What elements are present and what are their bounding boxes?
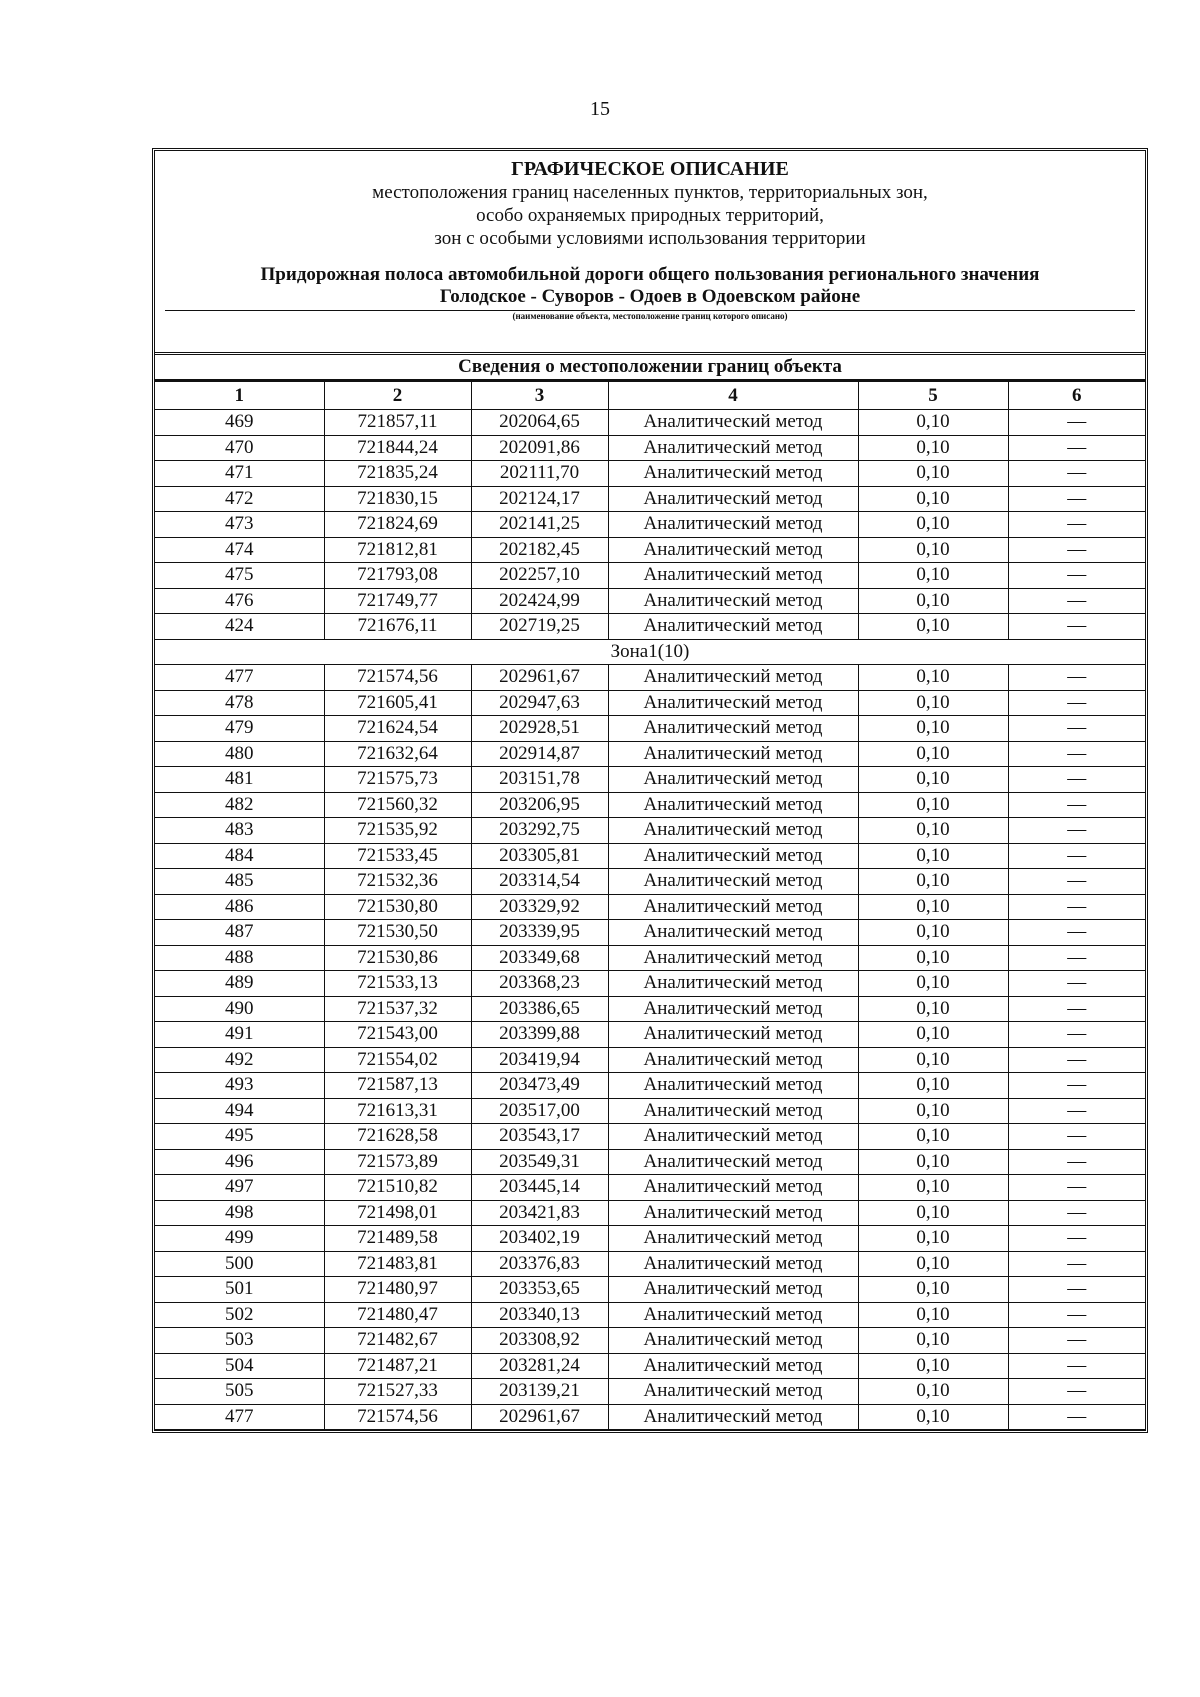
- zone-row: [155, 639, 1145, 665]
- table-row: [155, 818, 1145, 844]
- point-number-cell: 505: [155, 1379, 324, 1405]
- table-row: [155, 1404, 1145, 1430]
- column-header: 5: [858, 382, 1008, 410]
- coord-x-cell: 721613,31: [324, 1098, 471, 1124]
- accuracy-cell: 0,10: [858, 1277, 1008, 1303]
- method-cell: Аналитический метод: [608, 1404, 858, 1430]
- point-number-cell: 491: [155, 1022, 324, 1048]
- point-number-cell: 496: [155, 1149, 324, 1175]
- method-cell: Аналитический метод: [608, 1277, 858, 1303]
- description-cell: —: [1008, 486, 1145, 512]
- coord-x-cell: 721543,00: [324, 1022, 471, 1048]
- method-cell: Аналитический метод: [608, 869, 858, 895]
- point-number-cell: 480: [155, 741, 324, 767]
- table-row: [155, 741, 1145, 767]
- coord-x-cell: 721480,47: [324, 1302, 471, 1328]
- point-number-cell: 486: [155, 894, 324, 920]
- accuracy-cell: 0,10: [858, 1302, 1008, 1328]
- coord-x-cell: 721498,01: [324, 1200, 471, 1226]
- method-cell: Аналитический метод: [608, 945, 858, 971]
- point-number-cell: 503: [155, 1328, 324, 1354]
- coord-y-cell: 202257,10: [471, 563, 608, 589]
- description-cell: —: [1008, 945, 1145, 971]
- coord-x-cell: 721535,92: [324, 818, 471, 844]
- coord-y-cell: 203340,13: [471, 1302, 608, 1328]
- point-number-cell: 472: [155, 486, 324, 512]
- method-cell: Аналитический метод: [608, 1302, 858, 1328]
- method-cell: Аналитический метод: [608, 614, 858, 640]
- description-cell: —: [1008, 818, 1145, 844]
- method-cell: Аналитический метод: [608, 1175, 858, 1201]
- method-cell: Аналитический метод: [608, 1073, 858, 1099]
- accuracy-cell: 0,10: [858, 1022, 1008, 1048]
- coord-x-cell: 721830,15: [324, 486, 471, 512]
- coord-y-cell: 202141,25: [471, 512, 608, 538]
- table-row: [155, 1149, 1145, 1175]
- coord-x-cell: 721487,21: [324, 1353, 471, 1379]
- table-row: [155, 563, 1145, 589]
- coord-x-cell: 721574,56: [324, 1404, 471, 1430]
- coord-y-cell: 203308,92: [471, 1328, 608, 1354]
- method-cell: Аналитический метод: [608, 563, 858, 589]
- description-cell: —: [1008, 537, 1145, 563]
- table-row: [155, 1124, 1145, 1150]
- accuracy-cell: 0,10: [858, 1200, 1008, 1226]
- point-number-cell: 502: [155, 1302, 324, 1328]
- column-header: 3: [471, 382, 608, 410]
- table-row: [155, 665, 1145, 691]
- method-cell: Аналитический метод: [608, 1047, 858, 1073]
- coord-x-cell: 721835,24: [324, 461, 471, 487]
- method-cell: Аналитический метод: [608, 894, 858, 920]
- method-cell: Аналитический метод: [608, 486, 858, 512]
- coord-x-cell: 721532,36: [324, 869, 471, 895]
- coord-y-cell: 203368,23: [471, 971, 608, 997]
- accuracy-cell: 0,10: [858, 945, 1008, 971]
- coord-y-cell: 203421,83: [471, 1200, 608, 1226]
- coord-x-cell: 721533,45: [324, 843, 471, 869]
- description-cell: —: [1008, 563, 1145, 589]
- method-cell: Аналитический метод: [608, 741, 858, 767]
- table-row: [155, 1175, 1145, 1201]
- description-cell: —: [1008, 1098, 1145, 1124]
- coord-y-cell: 202928,51: [471, 716, 608, 742]
- accuracy-cell: 0,10: [858, 486, 1008, 512]
- coord-y-cell: 203353,65: [471, 1277, 608, 1303]
- method-cell: Аналитический метод: [608, 716, 858, 742]
- coord-x-cell: 721605,41: [324, 690, 471, 716]
- table-row: [155, 1379, 1145, 1405]
- description-cell: —: [1008, 588, 1145, 614]
- accuracy-cell: 0,10: [858, 665, 1008, 691]
- table-row: [155, 894, 1145, 920]
- coord-x-cell: 721587,13: [324, 1073, 471, 1099]
- coord-x-cell: 721574,56: [324, 665, 471, 691]
- method-cell: Аналитический метод: [608, 435, 858, 461]
- accuracy-cell: 0,10: [858, 1379, 1008, 1405]
- accuracy-cell: 0,10: [858, 563, 1008, 589]
- method-cell: Аналитический метод: [608, 843, 858, 869]
- description-cell: —: [1008, 435, 1145, 461]
- table-row: [155, 869, 1145, 895]
- accuracy-cell: 0,10: [858, 894, 1008, 920]
- coord-y-cell: 203419,94: [471, 1047, 608, 1073]
- coord-x-cell: 721527,33: [324, 1379, 471, 1405]
- point-number-cell: 479: [155, 716, 324, 742]
- coord-x-cell: 721812,81: [324, 537, 471, 563]
- coord-y-cell: 203305,81: [471, 843, 608, 869]
- coord-x-cell: 721482,67: [324, 1328, 471, 1354]
- description-cell: —: [1008, 716, 1145, 742]
- method-cell: Аналитический метод: [608, 1353, 858, 1379]
- accuracy-cell: 0,10: [858, 410, 1008, 436]
- subtitle-line-1: местоположения границ населенных пунктов, территориальных зон,: [372, 182, 928, 203]
- coord-y-cell: 202182,45: [471, 537, 608, 563]
- accuracy-cell: 0,10: [858, 1251, 1008, 1277]
- method-cell: Аналитический метод: [608, 461, 858, 487]
- coord-x-cell: 721844,24: [324, 435, 471, 461]
- coord-y-cell: 203281,24: [471, 1353, 608, 1379]
- point-number-cell: 424: [155, 614, 324, 640]
- rows-after-zone: [155, 665, 1145, 1430]
- description-cell: —: [1008, 1226, 1145, 1252]
- table-row: [155, 537, 1145, 563]
- accuracy-cell: 0,10: [858, 690, 1008, 716]
- method-cell: Аналитический метод: [608, 690, 858, 716]
- coord-y-cell: 203314,54: [471, 869, 608, 895]
- description-cell: —: [1008, 690, 1145, 716]
- table-row: [155, 843, 1145, 869]
- table-row: [155, 1022, 1145, 1048]
- method-cell: Аналитический метод: [608, 665, 858, 691]
- description-cell: —: [1008, 1251, 1145, 1277]
- point-number-cell: 476: [155, 588, 324, 614]
- table-row: [155, 1353, 1145, 1379]
- description-cell: —: [1008, 996, 1145, 1022]
- table-row: [155, 461, 1145, 487]
- document-frame: [152, 148, 1148, 1433]
- method-cell: Аналитический метод: [608, 767, 858, 793]
- accuracy-cell: 0,10: [858, 818, 1008, 844]
- point-number-cell: 481: [155, 767, 324, 793]
- accuracy-cell: 0,10: [858, 588, 1008, 614]
- coord-y-cell: 202961,67: [471, 665, 608, 691]
- method-cell: Аналитический метод: [608, 1022, 858, 1048]
- table-row: [155, 1277, 1145, 1303]
- point-number-cell: 475: [155, 563, 324, 589]
- coord-y-cell: 203445,14: [471, 1175, 608, 1201]
- description-cell: —: [1008, 843, 1145, 869]
- coord-x-cell: 721510,82: [324, 1175, 471, 1201]
- point-number-cell: 497: [155, 1175, 324, 1201]
- table-row: [155, 614, 1145, 640]
- description-cell: —: [1008, 1175, 1145, 1201]
- accuracy-cell: 0,10: [858, 1047, 1008, 1073]
- description-cell: —: [1008, 971, 1145, 997]
- accuracy-cell: 0,10: [858, 512, 1008, 538]
- table-row: [155, 1200, 1145, 1226]
- accuracy-cell: 0,10: [858, 1226, 1008, 1252]
- coord-y-cell: 202961,67: [471, 1404, 608, 1430]
- accuracy-cell: 0,10: [858, 741, 1008, 767]
- method-cell: Аналитический метод: [608, 1149, 858, 1175]
- description-cell: —: [1008, 1022, 1145, 1048]
- description-cell: —: [1008, 1379, 1145, 1405]
- point-number-cell: 494: [155, 1098, 324, 1124]
- description-cell: —: [1008, 665, 1145, 691]
- accuracy-cell: 0,10: [858, 1124, 1008, 1150]
- page-number: 15: [590, 98, 610, 120]
- coord-y-cell: 203386,65: [471, 996, 608, 1022]
- description-cell: —: [1008, 1047, 1145, 1073]
- point-number-cell: 504: [155, 1353, 324, 1379]
- coord-x-cell: 721628,58: [324, 1124, 471, 1150]
- method-cell: Аналитический метод: [608, 512, 858, 538]
- description-cell: —: [1008, 1124, 1145, 1150]
- coord-y-cell: 202947,63: [471, 690, 608, 716]
- accuracy-cell: 0,10: [858, 537, 1008, 563]
- table-row: [155, 792, 1145, 818]
- point-number-cell: 495: [155, 1124, 324, 1150]
- table-row: [155, 1073, 1145, 1099]
- point-number-cell: 474: [155, 537, 324, 563]
- coord-x-cell: 721530,80: [324, 894, 471, 920]
- method-cell: Аналитический метод: [608, 1251, 858, 1277]
- coord-x-cell: 721560,32: [324, 792, 471, 818]
- accuracy-cell: 0,10: [858, 1353, 1008, 1379]
- accuracy-cell: 0,10: [858, 920, 1008, 946]
- section-title: Сведения о местоположении границ объекта: [155, 355, 1145, 381]
- accuracy-cell: 0,10: [858, 1404, 1008, 1430]
- description-cell: —: [1008, 894, 1145, 920]
- table-row: [155, 435, 1145, 461]
- coord-y-cell: 202111,70: [471, 461, 608, 487]
- accuracy-cell: 0,10: [858, 843, 1008, 869]
- description-cell: —: [1008, 767, 1145, 793]
- document-header: [155, 151, 1145, 355]
- table-row: [155, 486, 1145, 512]
- coord-y-cell: 203543,17: [471, 1124, 608, 1150]
- accuracy-cell: 0,10: [858, 767, 1008, 793]
- accuracy-cell: 0,10: [858, 996, 1008, 1022]
- description-cell: —: [1008, 1328, 1145, 1354]
- point-number-cell: 501: [155, 1277, 324, 1303]
- coord-x-cell: 721857,11: [324, 410, 471, 436]
- column-header: 4: [608, 382, 858, 410]
- accuracy-cell: 0,10: [858, 1149, 1008, 1175]
- coordinates-table: [155, 381, 1145, 1430]
- point-number-cell: 484: [155, 843, 324, 869]
- point-number-cell: 490: [155, 996, 324, 1022]
- description-cell: —: [1008, 1277, 1145, 1303]
- description-cell: —: [1008, 1302, 1145, 1328]
- coord-y-cell: 203206,95: [471, 792, 608, 818]
- description-cell: —: [1008, 1149, 1145, 1175]
- method-cell: Аналитический метод: [608, 818, 858, 844]
- point-number-cell: 477: [155, 1404, 324, 1430]
- description-cell: —: [1008, 614, 1145, 640]
- table-row: [155, 996, 1145, 1022]
- object-name-line-1: Придорожная полоса автомобильной дороги общего пользования регионального значения: [260, 264, 1040, 285]
- description-cell: —: [1008, 461, 1145, 487]
- table-row: [155, 1098, 1145, 1124]
- point-number-cell: 469: [155, 410, 324, 436]
- method-cell: Аналитический метод: [608, 996, 858, 1022]
- coord-y-cell: 203376,83: [471, 1251, 608, 1277]
- coord-x-cell: 721749,77: [324, 588, 471, 614]
- table-row: [155, 945, 1145, 971]
- description-cell: —: [1008, 741, 1145, 767]
- point-number-cell: 488: [155, 945, 324, 971]
- description-cell: —: [1008, 1404, 1145, 1430]
- description-cell: —: [1008, 920, 1145, 946]
- point-number-cell: 493: [155, 1073, 324, 1099]
- method-cell: Аналитический метод: [608, 537, 858, 563]
- table-row: [155, 1302, 1145, 1328]
- table-row: [155, 920, 1145, 946]
- coord-x-cell: 721824,69: [324, 512, 471, 538]
- description-cell: —: [1008, 1073, 1145, 1099]
- coord-x-cell: 721537,32: [324, 996, 471, 1022]
- point-number-cell: 492: [155, 1047, 324, 1073]
- accuracy-cell: 0,10: [858, 716, 1008, 742]
- coord-y-cell: 203292,75: [471, 818, 608, 844]
- table-row: [155, 716, 1145, 742]
- coord-y-cell: 203517,00: [471, 1098, 608, 1124]
- zone-label: Зона1(10): [155, 639, 1145, 665]
- accuracy-cell: 0,10: [858, 614, 1008, 640]
- coord-x-cell: 721530,86: [324, 945, 471, 971]
- method-cell: Аналитический метод: [608, 410, 858, 436]
- point-number-cell: 500: [155, 1251, 324, 1277]
- coord-y-cell: 203151,78: [471, 767, 608, 793]
- column-header: 6: [1008, 382, 1145, 410]
- table-row: [155, 690, 1145, 716]
- method-cell: Аналитический метод: [608, 1098, 858, 1124]
- point-number-cell: 470: [155, 435, 324, 461]
- accuracy-cell: 0,10: [858, 1328, 1008, 1354]
- subtitle-line-3: зон с особыми условиями использования территории: [434, 228, 866, 249]
- point-number-cell: 487: [155, 920, 324, 946]
- rows-before-zone: [155, 410, 1145, 640]
- point-number-cell: 489: [155, 971, 324, 997]
- coord-y-cell: 202424,99: [471, 588, 608, 614]
- object-name-line-2: Голодское - Суворов - Одоев в Одоевском районе: [439, 286, 861, 307]
- description-cell: —: [1008, 869, 1145, 895]
- coord-x-cell: 721793,08: [324, 563, 471, 589]
- description-cell: —: [1008, 410, 1145, 436]
- method-cell: Аналитический метод: [608, 920, 858, 946]
- table-row: [155, 1226, 1145, 1252]
- method-cell: Аналитический метод: [608, 792, 858, 818]
- accuracy-cell: 0,10: [858, 1175, 1008, 1201]
- table-row: [155, 767, 1145, 793]
- point-number-cell: 485: [155, 869, 324, 895]
- accuracy-cell: 0,10: [858, 1098, 1008, 1124]
- coord-y-cell: 203399,88: [471, 1022, 608, 1048]
- coord-y-cell: 203473,49: [471, 1073, 608, 1099]
- point-number-cell: 478: [155, 690, 324, 716]
- method-cell: Аналитический метод: [608, 1328, 858, 1354]
- coord-y-cell: 202719,25: [471, 614, 608, 640]
- table-row: [155, 588, 1145, 614]
- coord-y-cell: 203339,95: [471, 920, 608, 946]
- description-cell: —: [1008, 1353, 1145, 1379]
- coord-y-cell: 202091,86: [471, 435, 608, 461]
- coord-y-cell: 203329,92: [471, 894, 608, 920]
- accuracy-cell: 0,10: [858, 869, 1008, 895]
- coord-x-cell: 721530,50: [324, 920, 471, 946]
- method-cell: Аналитический метод: [608, 1124, 858, 1150]
- coord-y-cell: 203549,31: [471, 1149, 608, 1175]
- coord-x-cell: 721632,64: [324, 741, 471, 767]
- coord-y-cell: 203349,68: [471, 945, 608, 971]
- coord-y-cell: 202064,65: [471, 410, 608, 436]
- point-number-cell: 499: [155, 1226, 324, 1252]
- zone-section: [155, 639, 1145, 665]
- table-row: [155, 971, 1145, 997]
- coord-x-cell: 721554,02: [324, 1047, 471, 1073]
- point-number-cell: 483: [155, 818, 324, 844]
- coord-y-cell: 202914,87: [471, 741, 608, 767]
- coord-x-cell: 721489,58: [324, 1226, 471, 1252]
- object-caption: (наименование объекта, местоположение границ которого описано): [512, 311, 788, 321]
- method-cell: Аналитический метод: [608, 1200, 858, 1226]
- method-cell: Аналитический метод: [608, 1379, 858, 1405]
- method-cell: Аналитический метод: [608, 588, 858, 614]
- description-cell: —: [1008, 512, 1145, 538]
- table-row: [155, 410, 1145, 436]
- table-row: [155, 1328, 1145, 1354]
- subtitle-line-2: особо охраняемых природных территорий,: [476, 205, 824, 226]
- accuracy-cell: 0,10: [858, 971, 1008, 997]
- point-number-cell: 482: [155, 792, 324, 818]
- document-title: ГРАФИЧЕСКОЕ ОПИСАНИЕ: [511, 158, 789, 180]
- coord-y-cell: 203402,19: [471, 1226, 608, 1252]
- coord-x-cell: 721573,89: [324, 1149, 471, 1175]
- coord-y-cell: 203139,21: [471, 1379, 608, 1405]
- coord-x-cell: 721575,73: [324, 767, 471, 793]
- description-cell: —: [1008, 792, 1145, 818]
- table-row: [155, 512, 1145, 538]
- method-cell: Аналитический метод: [608, 971, 858, 997]
- accuracy-cell: 0,10: [858, 1073, 1008, 1099]
- coord-x-cell: 721533,13: [324, 971, 471, 997]
- column-header: 1: [155, 382, 324, 410]
- accuracy-cell: 0,10: [858, 792, 1008, 818]
- point-number-cell: 473: [155, 512, 324, 538]
- coord-y-cell: 202124,17: [471, 486, 608, 512]
- method-cell: Аналитический метод: [608, 1226, 858, 1252]
- coord-x-cell: 721480,97: [324, 1277, 471, 1303]
- coord-x-cell: 721624,54: [324, 716, 471, 742]
- point-number-cell: 471: [155, 461, 324, 487]
- accuracy-cell: 0,10: [858, 435, 1008, 461]
- table-row: [155, 1047, 1145, 1073]
- point-number-cell: 498: [155, 1200, 324, 1226]
- coord-x-cell: 721483,81: [324, 1251, 471, 1277]
- table-row: [155, 1251, 1145, 1277]
- description-cell: —: [1008, 1200, 1145, 1226]
- table-header-row: [155, 382, 1145, 410]
- accuracy-cell: 0,10: [858, 461, 1008, 487]
- point-number-cell: 477: [155, 665, 324, 691]
- coord-x-cell: 721676,11: [324, 614, 471, 640]
- column-header: 2: [324, 382, 471, 410]
